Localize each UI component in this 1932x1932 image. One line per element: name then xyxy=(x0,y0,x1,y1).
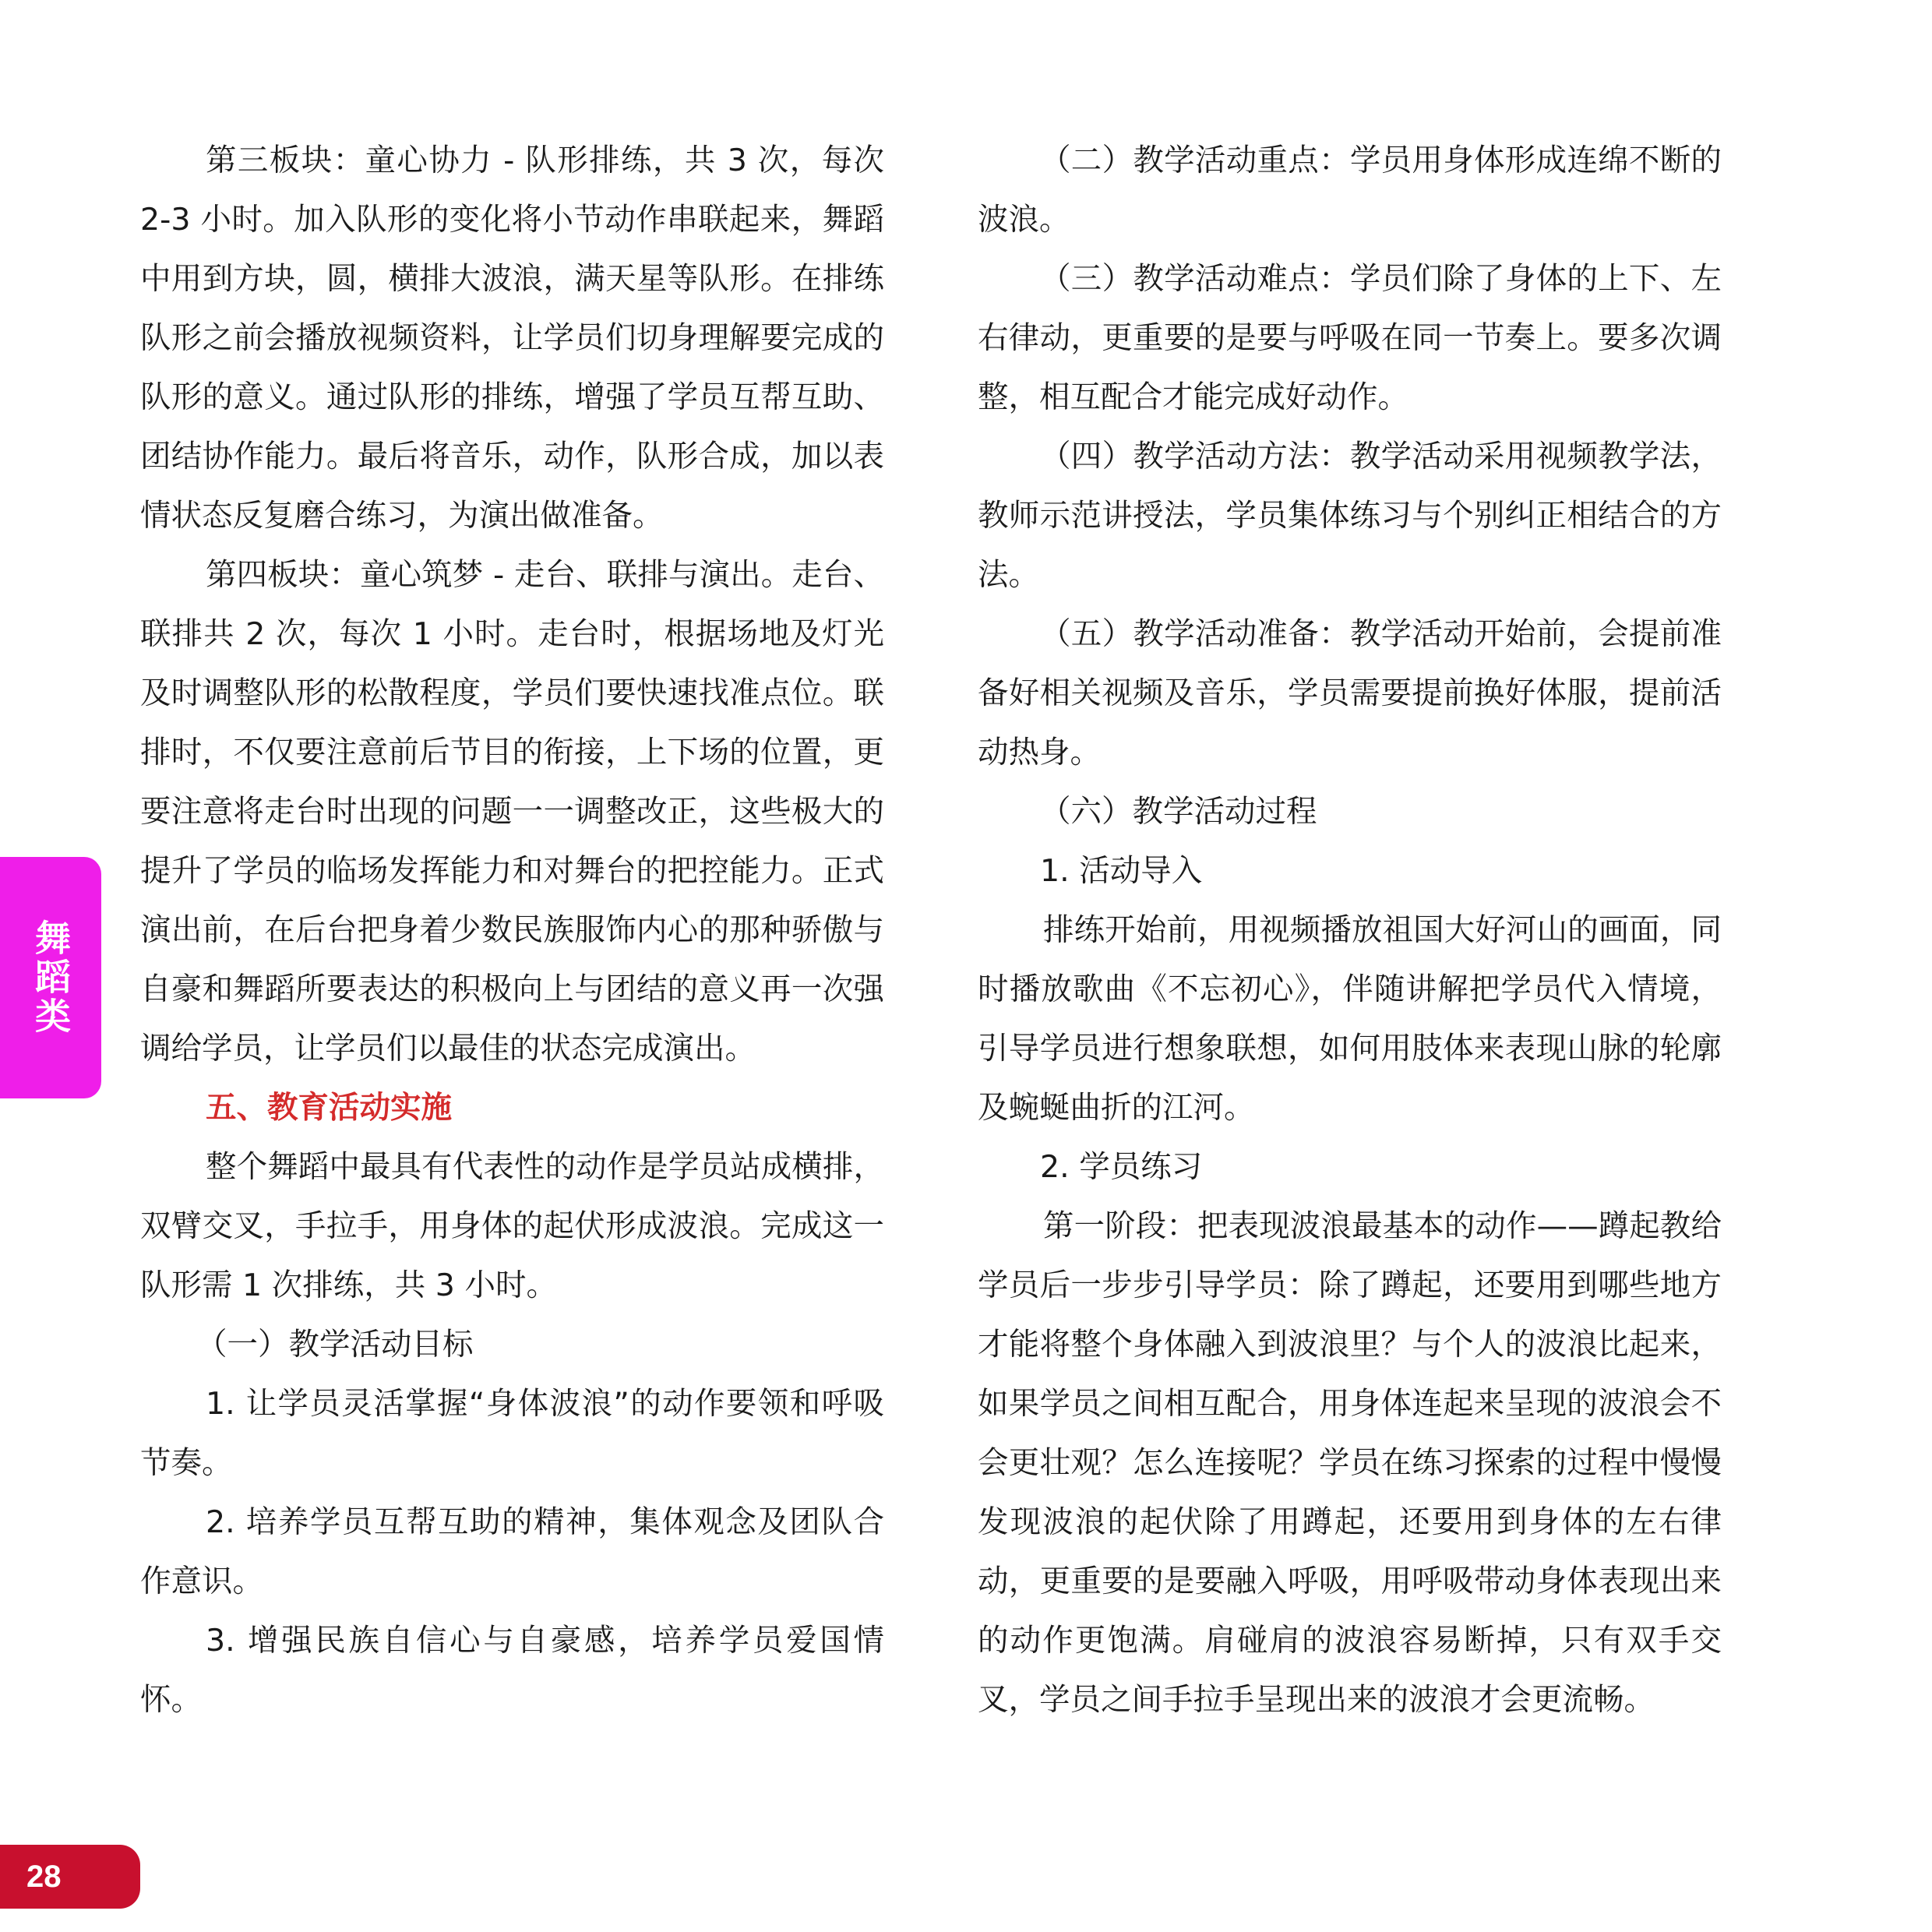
section-heading-five: 五、教育活动实施 xyxy=(206,1090,452,1126)
paragraph-implementation: 整个舞蹈中最具有代表性的动作是学员站成横排，双臂交叉，手拉手，用身体的起伏形成波浪。完成这一队形需 1 次排练，共 3 小时。 xyxy=(140,1149,884,1303)
paragraph-focus: （二）教学活动重点：学员用身体形成连绵不断的波浪。 xyxy=(978,143,1722,238)
goal-item-1: 1. 让学员灵活掌握“身体波浪”的动作要领和呼吸节奏。 xyxy=(140,1386,884,1481)
step-practice-heading: 2. 学员练习 xyxy=(1040,1149,1203,1185)
paragraph-stage-one: 第一阶段：把表现波浪最基本的动作——蹲起教给学员后一步步引导学员：除了蹲起，还要用到哪些地方才能将整个身体融入到波浪里？与个人的波浪比起来，如果学员之间相互配合，用身体连起来呈现的波浪会不会更壮观？怎么连接呢？学员在练习探索的过程中慢慢发现波浪的起伏除了用蹲起，还要用到身体的左右律动，更重要的是要融入呼吸，用呼吸带动身体表现出来的动作更饱满。肩碰肩的波浪容易断掉，只有双手交叉，学员之间手拉手呈现出来的波浪才会更流畅。 xyxy=(978,1208,1722,1718)
step-intro-heading: 1. 活动导入 xyxy=(1040,853,1203,889)
subheading-process: （六）教学活动过程 xyxy=(1040,794,1317,830)
paragraph-block-three: 第三板块：童心协力 - 队形排练，共 3 次，每次 2-3 小时。加入队形的变化将小节动作串联起来，舞蹈中用到方块，圆，横排大波浪，满天星等队形。在排练队形之前会播放视频资料，让学员们切身理解要完成的队形的意义。通过队形的排练，增强了学员互帮互助、团结协作能力。最后将音乐，动作，队形合成，加以表情状态反复磨合练习，为演出做准备。 xyxy=(140,143,884,534)
paragraph-method: （四）教学活动方法：教学活动采用视频教学法，教师示范讲授法，学员集体练习与个别纠正相结合的方法。 xyxy=(978,439,1722,593)
page-number-tab xyxy=(0,1845,140,1909)
paragraph-intro: 排练开始前，用视频播放祖国大好河山的画面，同时播放歌曲《不忘初心》，伴随讲解把学员代入情境，引导学员进行想象联想，如何用肢体来表现山脉的轮廓及蜿蜒曲折的江河。 xyxy=(978,912,1722,1126)
category-label: 舞蹈类 xyxy=(30,919,72,1036)
paragraph-preparation: （五）教学活动准备：教学活动开始前，会提前准备好相关视频及音乐，学员需要提前换好体服，提前活动热身。 xyxy=(978,616,1722,770)
goal-item-3: 3. 增强民族自信心与自豪感，培养学员爱国情怀。 xyxy=(140,1623,884,1718)
left-column xyxy=(140,131,884,1729)
right-column xyxy=(978,131,1722,1729)
paragraph-difficulty: （三）教学活动难点：学员们除了身体的上下、左右律动，更重要的是要与呼吸在同一节奏上。要多次调整，相互配合才能完成好动作。 xyxy=(978,261,1722,415)
goal-item-2: 2. 培养学员互帮互助的精神，集体观念及团队合作意识。 xyxy=(140,1504,884,1599)
page-number: 28 xyxy=(26,1859,62,1894)
paragraph-block-four: 第四板块：童心筑梦 - 走台、联排与演出。走台、联排共 2 次，每次 1 小时。走台时，根据场地及灯光及时调整队形的松散程度，学员们要快速找准点位。联排时，不仅要注意前后节目的衔接，上下场的位置，更要注意将走台时出现的问题一一调整改正，这些极大的提升了学员的临场发挥能力和对舞台的把控能力。正式演出前，在后台把身着少数民族服饰内心的那种骄傲与自豪和舞蹈所要表达的积极向上与团结的意义再一次强调给学员，让学员们以最佳的状态完成演出。 xyxy=(140,557,884,1066)
category-side-tab xyxy=(0,857,101,1098)
subheading-goals: （一）教学活动目标 xyxy=(196,1327,474,1363)
